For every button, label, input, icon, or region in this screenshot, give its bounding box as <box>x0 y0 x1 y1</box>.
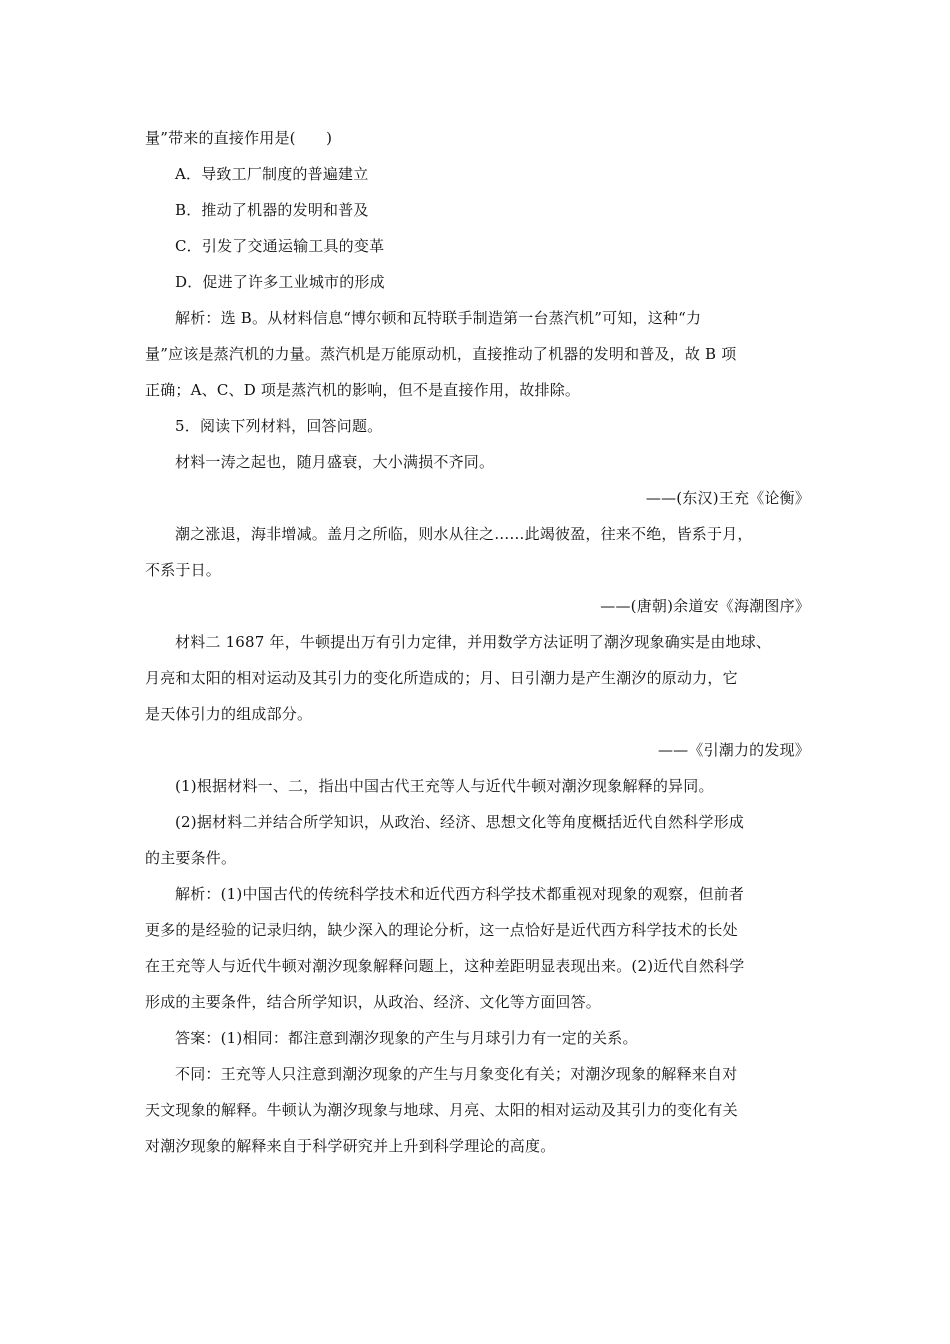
text-line: 量”应该是蒸汽机的力量。蒸汽机是万能原动机，直接推动了机器的发明和普及，故 B 项 <box>145 345 737 363</box>
text-line: 量”带来的直接作用是( ) <box>145 129 333 147</box>
text-line: D．促进了许多工业城市的形成 <box>175 273 385 291</box>
text-line: 材料一涛之起也，随月盛衰，大小满损不齐同。 <box>175 453 495 471</box>
source-citation: ——(东汉)王充《论衡》 <box>645 489 810 507</box>
text-line: 不系于日。 <box>145 561 222 579</box>
text-line: B．推动了机器的发明和普及 <box>175 201 369 219</box>
text-line: (1)根据材料一、二，指出中国古代王充等人与近代牛顿对潮汐现象解释的异同。 <box>175 777 714 795</box>
text-line: A．导致工厂制度的普遍建立 <box>175 165 369 183</box>
document-body <box>145 120 810 1164</box>
text-line: 在王充等人与近代牛顿对潮汐现象解释问题上，这种差距明显表现出来。(2)近代自然科学 <box>145 957 745 975</box>
text-line: C．引发了交通运输工具的变革 <box>175 237 385 255</box>
text-line: 更多的是经验的记录归纳，缺少深入的理论分析，这一点恰好是近代西方科学技术的长处 <box>145 921 738 939</box>
text-line: 潮之涨退，海非增减。盖月之所临，则水从往之……此竭彼盈，往来不绝，皆系于月， <box>175 525 753 543</box>
source-citation: ——《引潮力的发现》 <box>657 741 810 759</box>
text-line: 5．阅读下列材料，回答问题。 <box>175 417 383 435</box>
text-line: 的主要条件。 <box>145 849 237 867</box>
text-line: (2)据材料二并结合所学知识，从政治、经济、思想文化等角度概括近代自然科学形成 <box>175 813 745 831</box>
text-line: 形成的主要条件，结合所学知识，从政治、经济、文化等方面回答。 <box>145 993 602 1011</box>
text-line: 是天体引力的组成部分。 <box>145 705 313 723</box>
text-line: 材料二 1687 年，牛顿提出万有引力定律，并用数学方法证明了潮汐现象确实是由地球、 <box>175 633 772 651</box>
text-line: 解析：选 B。从材料信息“博尔顿和瓦特联手制造第一台蒸汽机”可知，这种“力 <box>175 309 702 327</box>
text-line: 答案：(1)相同：都注意到潮汐现象的产生与月球引力有一定的关系。 <box>175 1029 638 1047</box>
text-line: 对潮汐现象的解释来自于科学研究并上升到科学理论的高度。 <box>145 1137 556 1155</box>
text-line: 月亮和太阳的相对运动及其引力的变化所造成的；月、日引潮力是产生潮汐的原动力，它 <box>145 669 738 687</box>
text-line: 正确；A、C、D 项是蒸汽机的影响，但不是直接作用，故排除。 <box>145 381 581 399</box>
text-line: 不同：王充等人只注意到潮汐现象的产生与月象变化有关；对潮汐现象的解释来自对 <box>175 1065 738 1083</box>
text-line: 解析：(1)中国古代的传统科学技术和近代西方科学技术都重视对现象的观察，但前者 <box>175 885 745 903</box>
source-citation: ——(唐朝)余道安《海潮图序》 <box>600 597 810 615</box>
text-line: 天文现象的解释。牛顿认为潮汐现象与地球、月亮、太阳的相对运动及其引力的变化有关 <box>145 1101 738 1119</box>
